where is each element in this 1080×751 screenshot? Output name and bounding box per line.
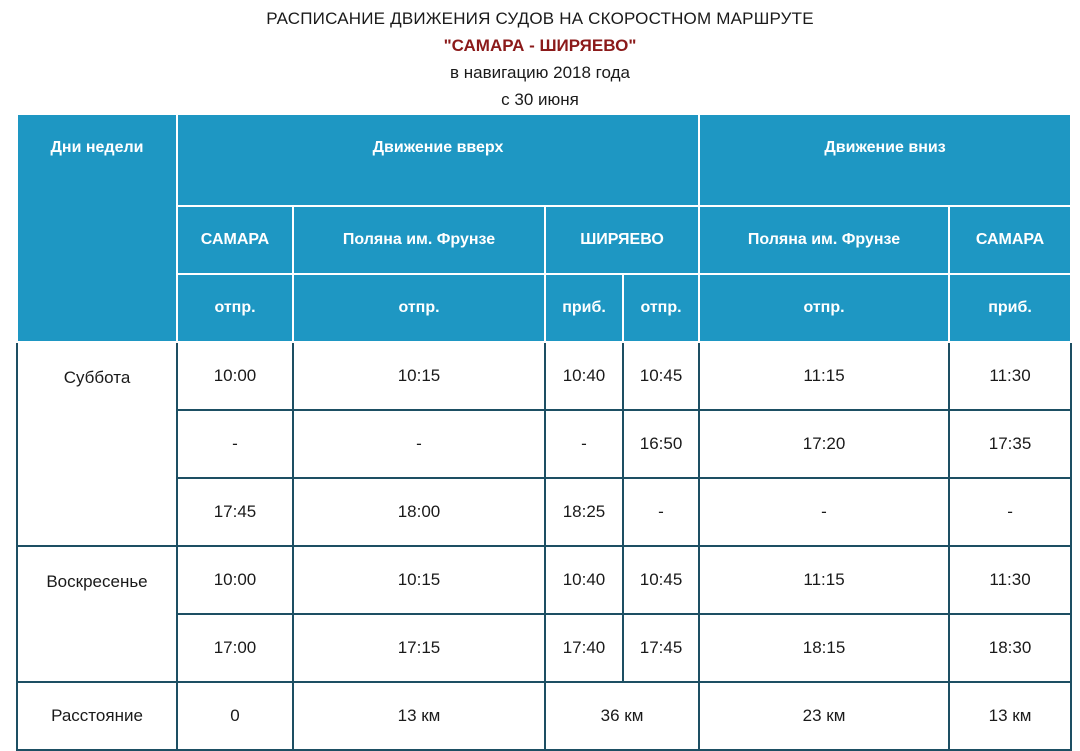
time-cell: 16:50	[623, 410, 699, 478]
schedule-title: РАСПИСАНИЕ ДВИЖЕНИЯ СУДОВ НА СКОРОСТНОМ МАРШРУТЕ	[266, 9, 814, 28]
time-cell: 10:00	[177, 546, 293, 614]
header-row-directions	[17, 114, 1071, 206]
time-cell: 11:15	[699, 342, 949, 410]
time-cell: -	[699, 478, 949, 546]
distance-cell: 13 км	[949, 682, 1071, 750]
table-row	[17, 342, 1071, 410]
time-cell: 18:25	[545, 478, 623, 546]
time-cell: -	[623, 478, 699, 546]
start-date: с 30 июня	[501, 90, 579, 109]
time-cell: 10:40	[545, 342, 623, 410]
table-row	[17, 546, 1071, 614]
route-title: "САМАРА - ШИРЯЕВО"	[443, 36, 637, 55]
time-cell: 11:15	[699, 546, 949, 614]
station-header: ШИРЯЕВО	[545, 206, 699, 274]
time-cell: 17:15	[293, 614, 545, 682]
navigation-year: в навигацию 2018 года	[450, 63, 630, 82]
time-cell: 11:30	[949, 546, 1071, 614]
time-cell: 10:15	[293, 342, 545, 410]
subheader-cell: отпр.	[699, 274, 949, 342]
day-cell-saturday: Суббота	[17, 342, 177, 546]
station-header: САМАРА	[177, 206, 293, 274]
time-cell: 17:45	[177, 478, 293, 546]
distance-row	[17, 682, 1071, 750]
subheader-cell: приб.	[949, 274, 1071, 342]
station-header: Поляна им. Фрунзе	[293, 206, 545, 274]
distance-cell: 23 км	[699, 682, 949, 750]
time-cell: 18:00	[293, 478, 545, 546]
distance-label: Расстояние	[17, 682, 177, 750]
time-cell: 11:30	[949, 342, 1071, 410]
distance-cell: 0	[177, 682, 293, 750]
station-header: Поляна им. Фрунзе	[699, 206, 949, 274]
direction-down-header: Движение вниз	[699, 114, 1071, 206]
time-cell: 10:45	[623, 342, 699, 410]
time-cell: 17:35	[949, 410, 1071, 478]
direction-up-header: Движение вверх	[177, 114, 699, 206]
time-cell: 10:15	[293, 546, 545, 614]
time-cell: -	[293, 410, 545, 478]
time-cell: -	[177, 410, 293, 478]
distance-cell: 36 км	[545, 682, 699, 750]
station-header: САМАРА	[949, 206, 1071, 274]
time-cell: -	[949, 478, 1071, 546]
time-cell: 17:45	[623, 614, 699, 682]
time-cell: -	[545, 410, 623, 478]
time-cell: 17:20	[699, 410, 949, 478]
time-cell: 17:40	[545, 614, 623, 682]
subheader-cell: отпр.	[623, 274, 699, 342]
time-cell: 18:15	[699, 614, 949, 682]
time-cell: 10:00	[177, 342, 293, 410]
time-cell: 18:30	[949, 614, 1071, 682]
schedule-table	[16, 113, 1072, 751]
subheader-cell: отпр.	[293, 274, 545, 342]
day-cell-sunday: Воскресенье	[17, 546, 177, 682]
distance-cell: 13 км	[293, 682, 545, 750]
subheader-cell: отпр.	[177, 274, 293, 342]
days-of-week-header: Дни недели	[17, 114, 177, 342]
time-cell: 10:40	[545, 546, 623, 614]
time-cell: 10:45	[623, 546, 699, 614]
time-cell: 17:00	[177, 614, 293, 682]
subheader-cell: приб.	[545, 274, 623, 342]
